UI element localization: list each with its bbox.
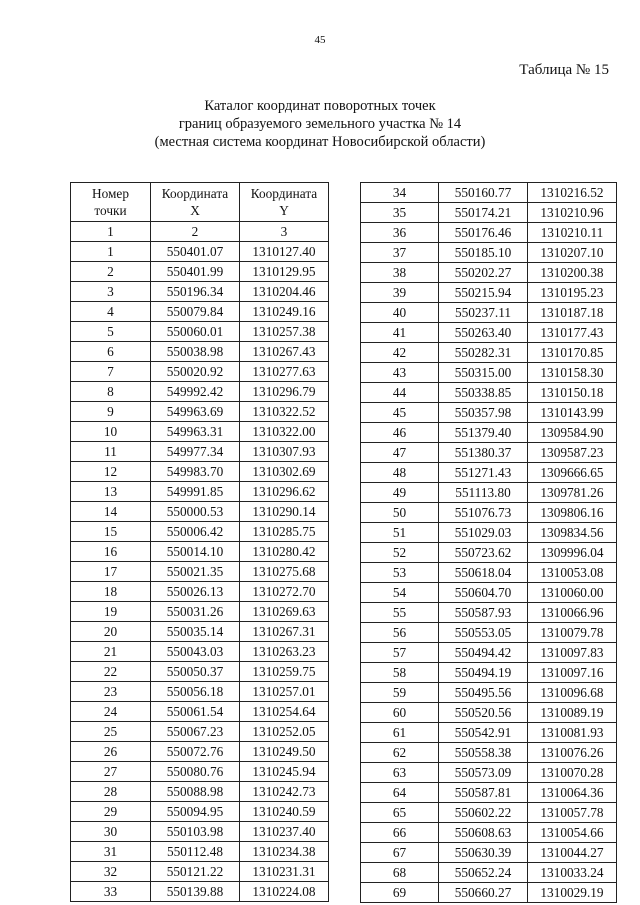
cell-point-number: 24	[71, 702, 151, 722]
cell-coordinate-y: 1309806.16	[528, 503, 617, 523]
table-row	[361, 523, 617, 543]
header-index-1: 1	[71, 222, 151, 242]
page-number: 45	[314, 34, 326, 46]
cell-coordinate-y: 1309666.65	[528, 463, 617, 483]
cell-point-number: 43	[361, 363, 439, 383]
cell-point-number: 65	[361, 803, 439, 823]
cell-coordinate-y: 1310267.31	[240, 622, 329, 642]
caption-line-1: Каталог координат поворотных точек	[204, 98, 436, 114]
table-row	[71, 802, 329, 822]
cell-coordinate-y: 1310076.26	[528, 743, 617, 763]
table-row	[71, 362, 329, 382]
cell-point-number: 6	[71, 342, 151, 362]
cell-coordinate-x: 550723.62	[439, 543, 528, 563]
table-row	[361, 303, 617, 323]
cell-point-number: 34	[361, 183, 439, 203]
table-row	[71, 422, 329, 442]
cell-point-number: 16	[71, 542, 151, 562]
cell-coordinate-x: 550006.42	[151, 522, 240, 542]
cell-point-number: 39	[361, 283, 439, 303]
cell-point-number: 52	[361, 543, 439, 563]
header-index-2: 2	[151, 222, 240, 242]
cell-coordinate-x: 550056.18	[151, 682, 240, 702]
table-row	[361, 583, 617, 603]
cell-point-number: 44	[361, 383, 439, 403]
cell-coordinate-x: 550494.42	[439, 643, 528, 663]
header-point-number: Номер точки	[71, 183, 151, 222]
cell-coordinate-x: 550587.93	[439, 603, 528, 623]
cell-coordinate-x: 551076.73	[439, 503, 528, 523]
cell-coordinate-x: 550604.70	[439, 583, 528, 603]
cell-coordinate-y: 1310150.18	[528, 383, 617, 403]
cell-point-number: 30	[71, 822, 151, 842]
table-row	[361, 403, 617, 423]
table-row	[361, 263, 617, 283]
cell-coordinate-x: 550494.19	[439, 663, 528, 683]
cell-coordinate-y: 1310143.99	[528, 403, 617, 423]
table-row	[71, 682, 329, 702]
header-index-3: 3	[240, 222, 329, 242]
header-index-row	[71, 222, 329, 242]
cell-coordinate-x: 549992.42	[151, 382, 240, 402]
cell-coordinate-y: 1310097.83	[528, 643, 617, 663]
cell-point-number: 46	[361, 423, 439, 443]
table-row	[71, 462, 329, 482]
cell-point-number: 59	[361, 683, 439, 703]
cell-coordinate-x: 550660.27	[439, 883, 528, 903]
cell-coordinate-y: 1310259.75	[240, 662, 329, 682]
cell-coordinate-x: 550043.03	[151, 642, 240, 662]
cell-coordinate-y: 1309781.26	[528, 483, 617, 503]
cell-coordinate-y: 1310257.38	[240, 322, 329, 342]
table-row	[361, 323, 617, 343]
cell-coordinate-x: 550608.63	[439, 823, 528, 843]
coordinates-table-right	[360, 182, 617, 903]
cell-coordinate-x: 550174.21	[439, 203, 528, 223]
cell-coordinate-x: 550103.98	[151, 822, 240, 842]
table-row	[71, 822, 329, 842]
cell-coordinate-x: 549977.34	[151, 442, 240, 462]
cell-coordinate-y: 1310204.46	[240, 282, 329, 302]
cell-coordinate-y: 1310254.64	[240, 702, 329, 722]
cell-coordinate-x: 550618.04	[439, 563, 528, 583]
cell-point-number: 49	[361, 483, 439, 503]
cell-point-number: 66	[361, 823, 439, 843]
cell-coordinate-y: 1310057.78	[528, 803, 617, 823]
cell-point-number: 26	[71, 742, 151, 762]
cell-coordinate-y: 1310081.93	[528, 723, 617, 743]
cell-coordinate-x: 550021.35	[151, 562, 240, 582]
cell-coordinate-x: 550176.46	[439, 223, 528, 243]
table-row	[71, 622, 329, 642]
cell-coordinate-x: 550282.31	[439, 343, 528, 363]
cell-point-number: 29	[71, 802, 151, 822]
table-row	[71, 542, 329, 562]
cell-coordinate-y: 1310322.00	[240, 422, 329, 442]
table-row	[71, 502, 329, 522]
coordinates-table-left	[70, 182, 329, 902]
cell-coordinate-y: 1310277.63	[240, 362, 329, 382]
cell-coordinate-y: 1310307.93	[240, 442, 329, 462]
table-row	[71, 342, 329, 362]
cell-coordinate-y: 1309996.04	[528, 543, 617, 563]
cell-coordinate-x: 550357.98	[439, 403, 528, 423]
cell-coordinate-y: 1310296.79	[240, 382, 329, 402]
table-row	[361, 223, 617, 243]
cell-coordinate-x: 549963.31	[151, 422, 240, 442]
cell-coordinate-y: 1310216.52	[528, 183, 617, 203]
cell-coordinate-x: 550196.34	[151, 282, 240, 302]
cell-coordinate-y: 1310033.24	[528, 863, 617, 883]
table-row	[71, 522, 329, 542]
cell-coordinate-x: 550080.76	[151, 762, 240, 782]
cell-coordinate-y: 1310249.16	[240, 302, 329, 322]
cell-coordinate-y: 1310079.78	[528, 623, 617, 643]
cell-coordinate-x: 550035.14	[151, 622, 240, 642]
cell-coordinate-y: 1310240.59	[240, 802, 329, 822]
cell-point-number: 54	[361, 583, 439, 603]
cell-coordinate-x: 550215.94	[439, 283, 528, 303]
cell-coordinate-y: 1310302.69	[240, 462, 329, 482]
cell-point-number: 53	[361, 563, 439, 583]
cell-point-number: 56	[361, 623, 439, 643]
table-row	[361, 823, 617, 843]
table-row	[361, 783, 617, 803]
table-row	[361, 363, 617, 383]
cell-coordinate-x: 550079.84	[151, 302, 240, 322]
cell-coordinate-x: 550602.22	[439, 803, 528, 823]
table-row	[71, 702, 329, 722]
cell-coordinate-y: 1310029.19	[528, 883, 617, 903]
cell-coordinate-y: 1309584.90	[528, 423, 617, 443]
table-row	[361, 763, 617, 783]
table-row	[361, 443, 617, 463]
cell-coordinate-y: 1310322.52	[240, 402, 329, 422]
table-row	[71, 482, 329, 502]
cell-coordinate-y: 1310158.30	[528, 363, 617, 383]
cell-coordinate-x: 550573.09	[439, 763, 528, 783]
table-row	[361, 243, 617, 263]
table-row	[71, 562, 329, 582]
table-row	[71, 842, 329, 862]
cell-coordinate-x: 551029.03	[439, 523, 528, 543]
cell-coordinate-y: 1310044.27	[528, 843, 617, 863]
cell-coordinate-y: 1310275.68	[240, 562, 329, 582]
cell-point-number: 9	[71, 402, 151, 422]
cell-coordinate-y: 1310263.23	[240, 642, 329, 662]
cell-point-number: 22	[71, 662, 151, 682]
table-row	[361, 743, 617, 763]
cell-coordinate-x: 549983.70	[151, 462, 240, 482]
cell-coordinate-x: 551113.80	[439, 483, 528, 503]
cell-coordinate-x: 551380.37	[439, 443, 528, 463]
table-row	[71, 322, 329, 342]
cell-coordinate-y: 1310285.75	[240, 522, 329, 542]
cell-coordinate-y: 1310290.14	[240, 502, 329, 522]
cell-coordinate-y: 1310127.40	[240, 242, 329, 262]
cell-point-number: 3	[71, 282, 151, 302]
cell-point-number: 38	[361, 263, 439, 283]
cell-point-number: 14	[71, 502, 151, 522]
table-row	[71, 722, 329, 742]
table-row	[361, 803, 617, 823]
cell-coordinate-x: 550630.39	[439, 843, 528, 863]
cell-coordinate-x: 550202.27	[439, 263, 528, 283]
cell-coordinate-x: 550072.76	[151, 742, 240, 762]
cell-coordinate-x: 550031.26	[151, 602, 240, 622]
cell-point-number: 23	[71, 682, 151, 702]
cell-coordinate-x: 550263.40	[439, 323, 528, 343]
cell-point-number: 45	[361, 403, 439, 423]
cell-coordinate-x: 550237.11	[439, 303, 528, 323]
cell-point-number: 51	[361, 523, 439, 543]
table-row	[361, 703, 617, 723]
cell-point-number: 68	[361, 863, 439, 883]
cell-point-number: 60	[361, 703, 439, 723]
table-row	[71, 582, 329, 602]
table-label: Таблица № 15	[519, 62, 609, 78]
cell-coordinate-y: 1310060.00	[528, 583, 617, 603]
cell-point-number: 36	[361, 223, 439, 243]
cell-coordinate-y: 1310224.08	[240, 882, 329, 902]
cell-point-number: 5	[71, 322, 151, 342]
table-row	[361, 883, 617, 903]
table-row	[361, 283, 617, 303]
cell-point-number: 37	[361, 243, 439, 263]
cell-point-number: 8	[71, 382, 151, 402]
cell-coordinate-x: 550139.88	[151, 882, 240, 902]
cell-point-number: 48	[361, 463, 439, 483]
cell-point-number: 20	[71, 622, 151, 642]
cell-point-number: 62	[361, 743, 439, 763]
cell-point-number: 31	[71, 842, 151, 862]
table-row	[361, 723, 617, 743]
table-row	[361, 663, 617, 683]
table-row	[71, 882, 329, 902]
table-row	[361, 863, 617, 883]
cell-point-number: 32	[71, 862, 151, 882]
cell-coordinate-y: 1310242.73	[240, 782, 329, 802]
table-row	[361, 563, 617, 583]
cell-coordinate-y: 1310234.38	[240, 842, 329, 862]
cell-coordinate-y: 1310210.11	[528, 223, 617, 243]
cell-coordinate-x: 550121.22	[151, 862, 240, 882]
cell-coordinate-y: 1310066.96	[528, 603, 617, 623]
table-row	[71, 662, 329, 682]
cell-point-number: 4	[71, 302, 151, 322]
caption-line-2: границ образуемого земельного участка № 14	[178, 116, 462, 132]
cell-coordinate-x: 550094.95	[151, 802, 240, 822]
table-row	[361, 423, 617, 443]
cell-point-number: 64	[361, 783, 439, 803]
cell-coordinate-y: 1310207.10	[528, 243, 617, 263]
cell-coordinate-x: 550338.85	[439, 383, 528, 403]
table-row	[71, 262, 329, 282]
cell-coordinate-x: 550020.92	[151, 362, 240, 382]
cell-coordinate-y: 1310267.43	[240, 342, 329, 362]
cell-coordinate-x: 550401.99	[151, 262, 240, 282]
cell-coordinate-x: 550067.23	[151, 722, 240, 742]
cell-coordinate-x: 550587.81	[439, 783, 528, 803]
cell-coordinate-y: 1310170.85	[528, 343, 617, 363]
header-coordinate-x: Координата X	[151, 183, 240, 222]
table-row	[71, 762, 329, 782]
table-row	[361, 203, 617, 223]
cell-point-number: 28	[71, 782, 151, 802]
table-row	[361, 343, 617, 363]
cell-coordinate-y: 1310195.23	[528, 283, 617, 303]
cell-coordinate-x: 550542.91	[439, 723, 528, 743]
cell-coordinate-x: 550088.98	[151, 782, 240, 802]
cell-point-number: 21	[71, 642, 151, 662]
table-row	[361, 543, 617, 563]
cell-point-number: 7	[71, 362, 151, 382]
cell-coordinate-x: 550050.37	[151, 662, 240, 682]
cell-point-number: 35	[361, 203, 439, 223]
cell-coordinate-x: 550026.13	[151, 582, 240, 602]
cell-coordinate-y: 1310257.01	[240, 682, 329, 702]
cell-coordinate-y: 1310089.19	[528, 703, 617, 723]
cell-coordinate-y: 1310210.96	[528, 203, 617, 223]
cell-point-number: 33	[71, 882, 151, 902]
cell-point-number: 58	[361, 663, 439, 683]
table-row	[361, 683, 617, 703]
table-row	[361, 503, 617, 523]
cell-point-number: 1	[71, 242, 151, 262]
table-caption	[0, 97, 640, 151]
cell-point-number: 63	[361, 763, 439, 783]
cell-point-number: 69	[361, 883, 439, 903]
cell-coordinate-x: 549963.69	[151, 402, 240, 422]
cell-coordinate-x: 550315.00	[439, 363, 528, 383]
table-row	[361, 483, 617, 503]
cell-point-number: 17	[71, 562, 151, 582]
table-row	[361, 843, 617, 863]
cell-point-number: 67	[361, 843, 439, 863]
cell-coordinate-y: 1310252.05	[240, 722, 329, 742]
cell-coordinate-y: 1310064.36	[528, 783, 617, 803]
table-row	[361, 623, 617, 643]
cell-coordinate-y: 1310296.62	[240, 482, 329, 502]
cell-coordinate-y: 1310200.38	[528, 263, 617, 283]
cell-coordinate-x: 550160.77	[439, 183, 528, 203]
cell-coordinate-x: 550652.24	[439, 863, 528, 883]
cell-point-number: 61	[361, 723, 439, 743]
table-row	[361, 603, 617, 623]
cell-point-number: 10	[71, 422, 151, 442]
cell-coordinate-x: 551271.43	[439, 463, 528, 483]
table-row	[71, 602, 329, 622]
cell-point-number: 42	[361, 343, 439, 363]
cell-point-number: 41	[361, 323, 439, 343]
cell-coordinate-y: 1309834.56	[528, 523, 617, 543]
table-row	[71, 382, 329, 402]
table-row	[71, 402, 329, 422]
cell-coordinate-y: 1310269.63	[240, 602, 329, 622]
cell-point-number: 12	[71, 462, 151, 482]
cell-point-number: 2	[71, 262, 151, 282]
table-row	[71, 282, 329, 302]
cell-coordinate-y: 1310053.08	[528, 563, 617, 583]
cell-point-number: 19	[71, 602, 151, 622]
cell-coordinate-x: 550553.05	[439, 623, 528, 643]
cell-coordinate-y: 1310070.28	[528, 763, 617, 783]
cell-coordinate-y: 1310249.50	[240, 742, 329, 762]
cell-point-number: 25	[71, 722, 151, 742]
cell-coordinate-x: 550520.56	[439, 703, 528, 723]
cell-coordinate-x: 550558.38	[439, 743, 528, 763]
cell-point-number: 50	[361, 503, 439, 523]
cell-coordinate-x: 550495.56	[439, 683, 528, 703]
cell-coordinate-y: 1310096.68	[528, 683, 617, 703]
table-row	[71, 742, 329, 762]
cell-point-number: 40	[361, 303, 439, 323]
cell-point-number: 57	[361, 643, 439, 663]
table-row	[361, 183, 617, 203]
cell-coordinate-x: 550014.10	[151, 542, 240, 562]
cell-coordinate-x: 550185.10	[439, 243, 528, 263]
cell-coordinate-y: 1310177.43	[528, 323, 617, 343]
cell-coordinate-y: 1310054.66	[528, 823, 617, 843]
cell-coordinate-x: 549991.85	[151, 482, 240, 502]
table-row	[71, 302, 329, 322]
caption-line-3: (местная система координат Новосибирской области)	[154, 134, 486, 150]
cell-coordinate-y: 1310187.18	[528, 303, 617, 323]
cell-coordinate-y: 1310231.31	[240, 862, 329, 882]
cell-coordinate-x: 550000.53	[151, 502, 240, 522]
cell-coordinate-y: 1310129.95	[240, 262, 329, 282]
cell-point-number: 13	[71, 482, 151, 502]
cell-coordinate-x: 550401.07	[151, 242, 240, 262]
table-row	[71, 862, 329, 882]
cell-point-number: 11	[71, 442, 151, 462]
cell-point-number: 15	[71, 522, 151, 542]
cell-point-number: 47	[361, 443, 439, 463]
cell-coordinate-y: 1310237.40	[240, 822, 329, 842]
table-row	[71, 442, 329, 462]
table-row	[71, 642, 329, 662]
table-row	[361, 643, 617, 663]
cell-coordinate-x: 551379.40	[439, 423, 528, 443]
header-row	[71, 183, 329, 222]
table-row	[71, 782, 329, 802]
cell-point-number: 18	[71, 582, 151, 602]
table-row	[361, 463, 617, 483]
cell-coordinate-x: 550060.01	[151, 322, 240, 342]
cell-point-number: 27	[71, 762, 151, 782]
cell-coordinate-y: 1310272.70	[240, 582, 329, 602]
cell-coordinate-y: 1310245.94	[240, 762, 329, 782]
cell-coordinate-y: 1310280.42	[240, 542, 329, 562]
cell-coordinate-x: 550038.98	[151, 342, 240, 362]
cell-coordinate-y: 1310097.16	[528, 663, 617, 683]
table-row	[361, 383, 617, 403]
table-row	[71, 242, 329, 262]
cell-point-number: 55	[361, 603, 439, 623]
cell-coordinate-y: 1309587.23	[528, 443, 617, 463]
header-coordinate-y: Координата Y	[240, 183, 329, 222]
cell-coordinate-x: 550112.48	[151, 842, 240, 862]
cell-coordinate-x: 550061.54	[151, 702, 240, 722]
